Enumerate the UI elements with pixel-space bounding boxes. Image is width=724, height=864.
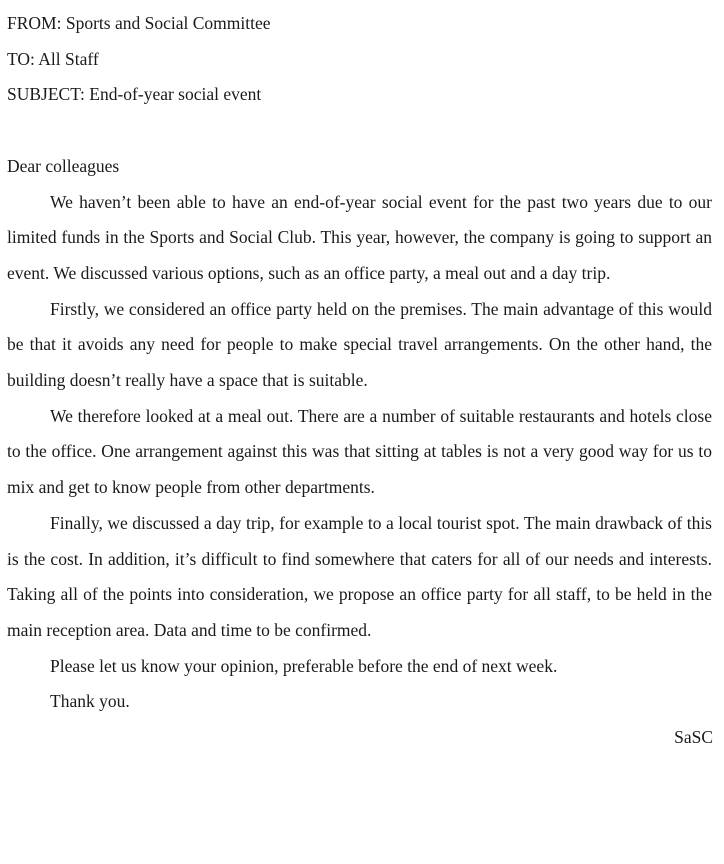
memo-subject-line: SUBJECT: End-of-year social event — [7, 84, 262, 105]
signature: SaSC — [674, 727, 713, 748]
salutation: Dear colleagues — [7, 155, 120, 176]
header-spacer — [7, 113, 712, 149]
paragraph-thanks: Thank you. — [50, 691, 130, 712]
paragraph-meal-out: We therefore looked at a meal out. There are a number of suitable restaurants and hotels close to the office. One arrangement against this was that sitting at tables is not a very good way for us to mix and get to know people from other departments. — [7, 405, 712, 498]
memo-to-line: TO: All Staff — [7, 48, 99, 69]
paragraph-office-party: Firstly, we considered an office party held on the premises. The main advantage of this would be that it avoids any need for people to make special travel arrangements. On the other hand, the building doesn’t really have a space that is suitable. — [7, 298, 712, 391]
paragraph-day-trip: Finally, we discussed a day trip, for example to a local tourist spot. The main drawback of this is the cost. In addition, it’s difficult to find somewhere that caters for all of our needs and interests. Taking all of the points into consideration, we propose an office party for all staff, to be held in the main reception area. Data and time to be confirmed. — [7, 512, 712, 640]
paragraph-request: Please let us know your opinion, preferable before the end of next week. — [50, 655, 558, 676]
paragraph-intro: We haven’t been able to have an end-of-year social event for the past two years due to our limited funds in the Sports and Social Club. This year, however, the company is going to support an event. We discussed various options, such as an office party, a meal out and a day trip. — [7, 191, 712, 283]
memo-from-line: FROM: Sports and Social Committee — [7, 13, 271, 33]
